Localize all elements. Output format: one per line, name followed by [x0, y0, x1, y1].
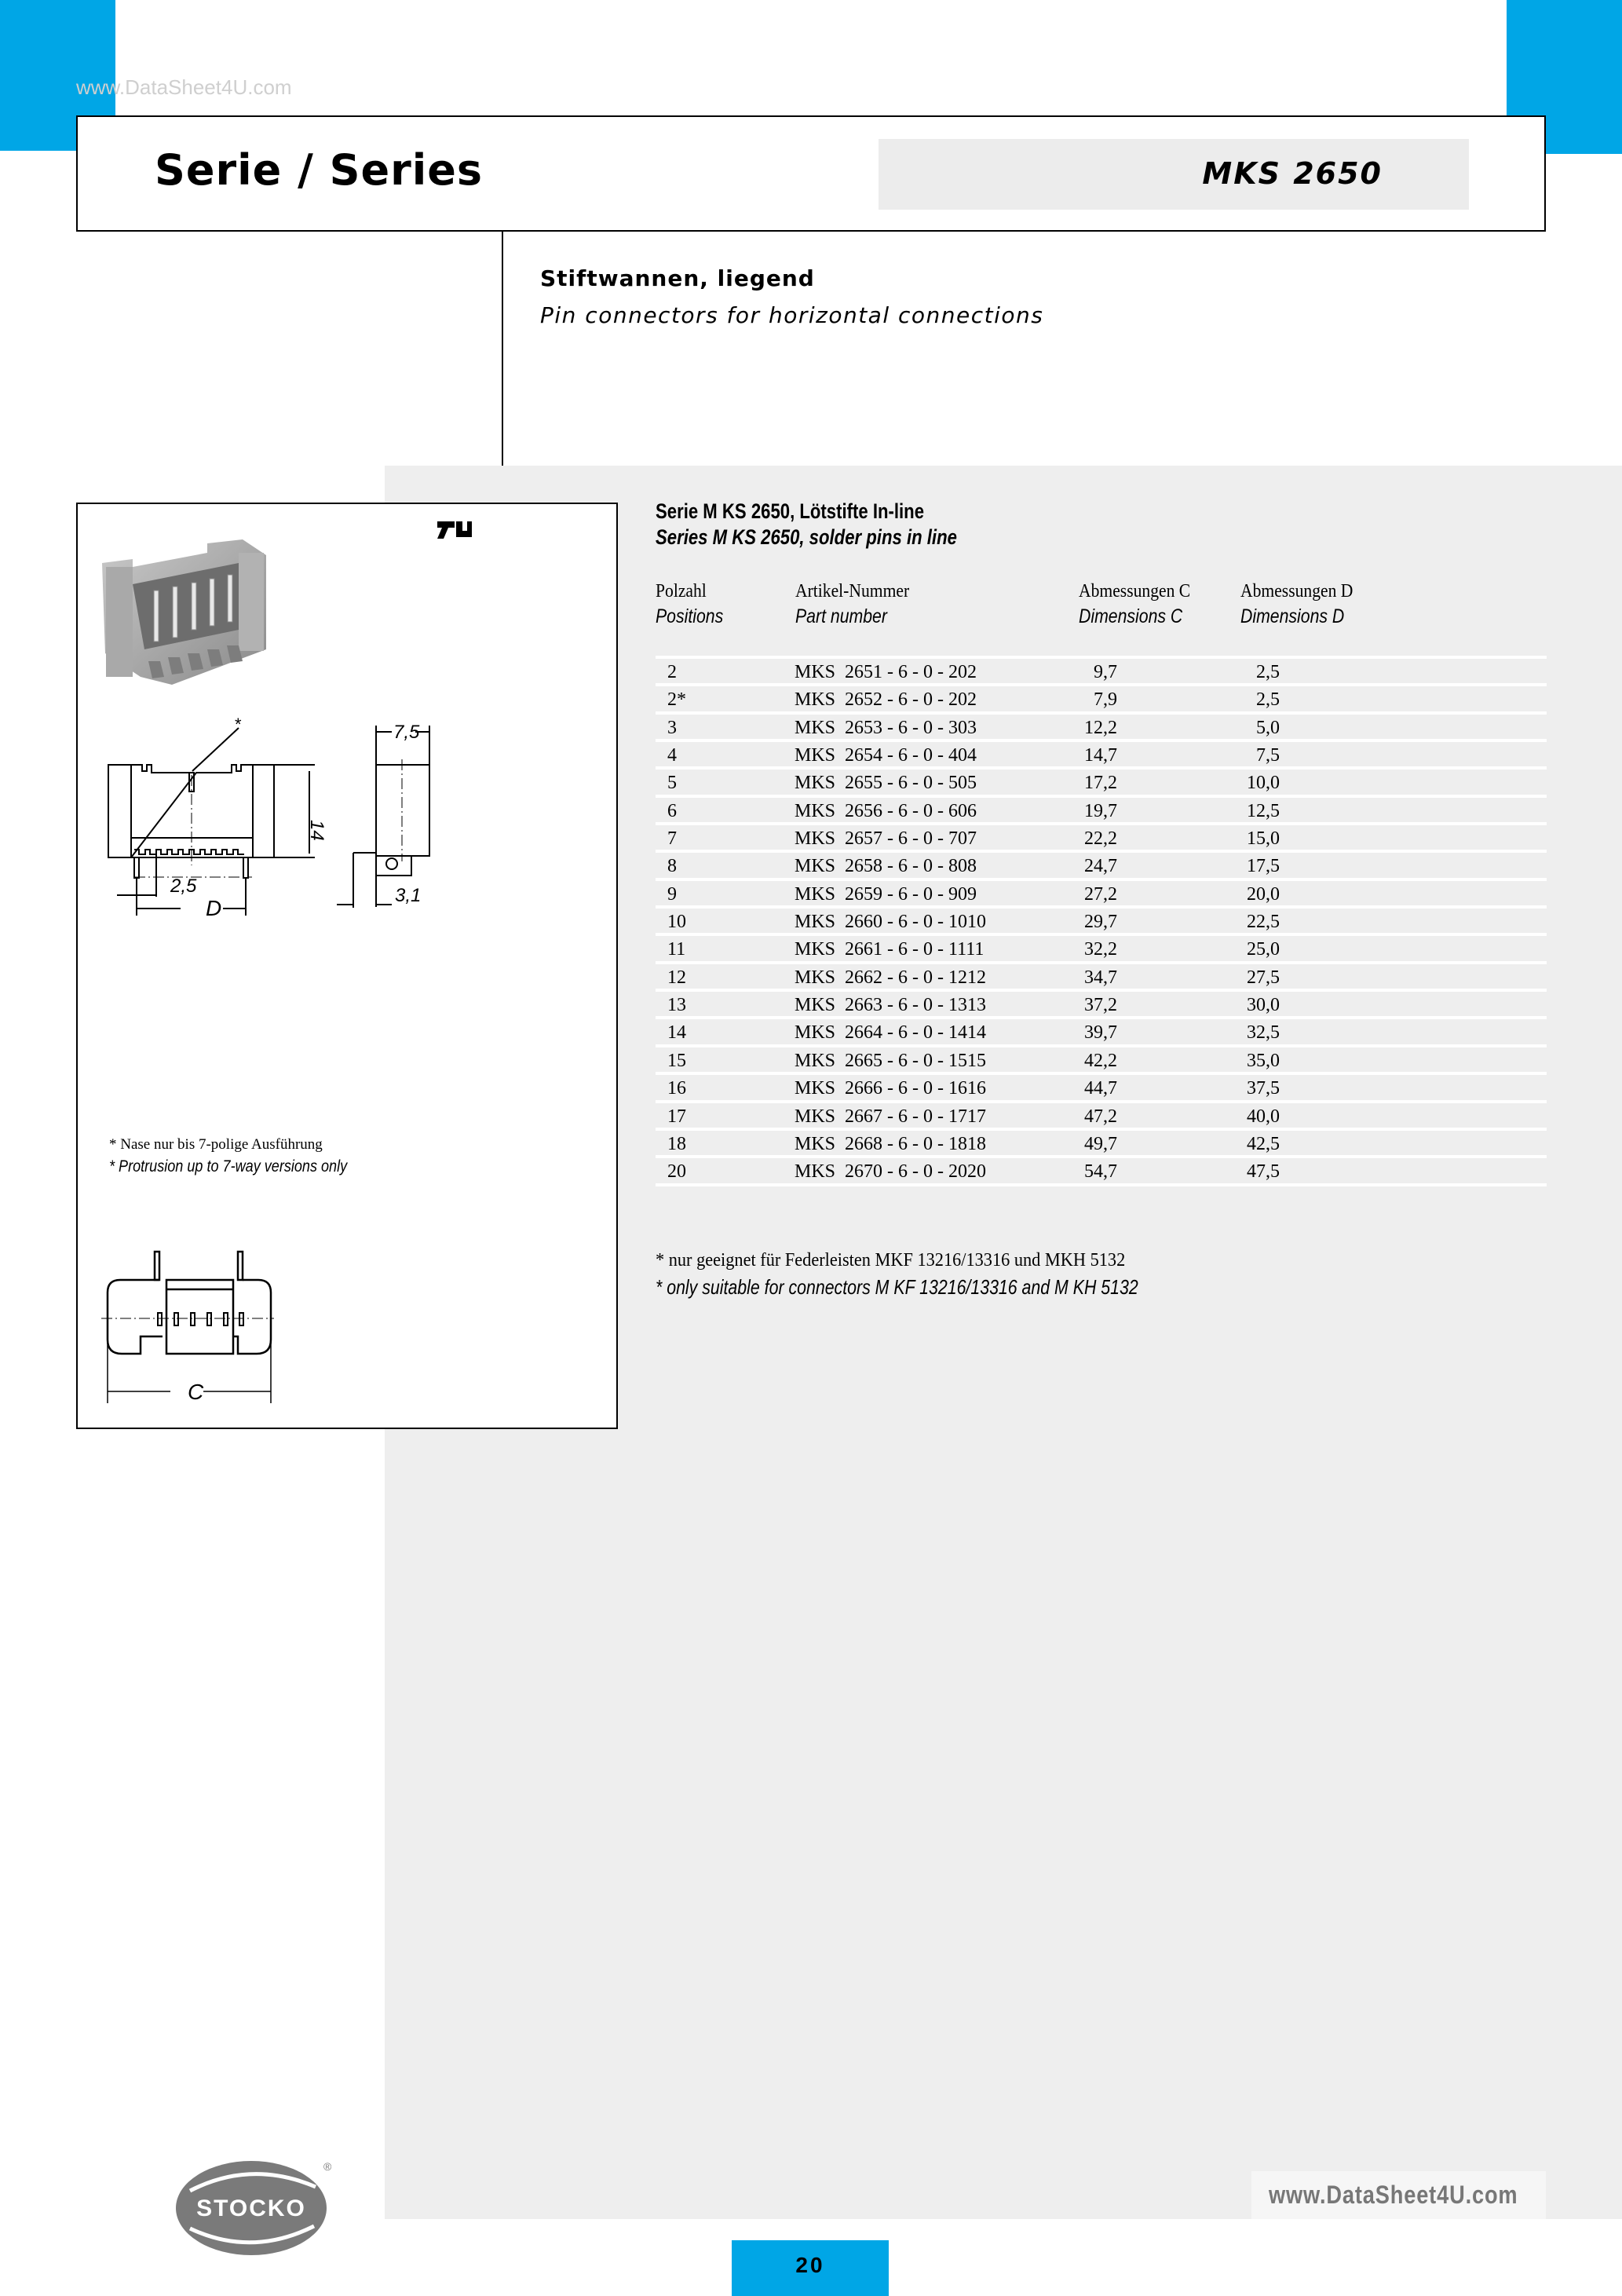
position-cell: 3: [667, 717, 677, 738]
series-label-box: [879, 139, 1469, 210]
table-row: [656, 1047, 1547, 1075]
series-name: MKS 2650: [1202, 156, 1383, 191]
dimension-d-cell: 47,5: [1247, 1161, 1280, 1183]
table-row: [656, 936, 1547, 963]
dimension-c-cell: 39,7: [1084, 1022, 1117, 1044]
subtitle-en: Pin connectors for horizontal connections: [540, 302, 1044, 328]
dimension-c-cell: 54,7: [1084, 1161, 1117, 1183]
position-cell: 13: [667, 995, 686, 1016]
page-number-box: [732, 2240, 889, 2296]
figure-note-en: * Protrusion up to 7-way versions only: [109, 1157, 348, 1175]
dim-d-label: D: [206, 896, 222, 920]
dimension-c-cell: 34,7: [1084, 967, 1117, 988]
dimension-c-cell: 9,7: [1094, 662, 1117, 682]
table-row: [656, 686, 1547, 714]
table-row: [656, 881, 1547, 909]
position-cell: 17: [667, 1106, 686, 1127]
divider-line: [502, 232, 503, 466]
table-row: [656, 1019, 1547, 1047]
dimension-d-cell: 35,0: [1247, 1050, 1280, 1071]
table-row: [656, 1158, 1547, 1186]
figure-note-de: * Nase nur bis 7-polige Ausführung: [109, 1136, 323, 1153]
table-title-de: Serie M KS 2650, Lötstifte In-line: [656, 499, 925, 523]
position-cell: 20: [667, 1161, 686, 1183]
position-cell: 18: [667, 1133, 686, 1154]
table-row: [656, 770, 1547, 797]
dimension-d-cell: 20,0: [1247, 883, 1280, 905]
page-number: 20: [795, 2253, 825, 2277]
column-header-part-number: Artikel-Nummer Part number: [795, 581, 910, 627]
table-row: [656, 825, 1547, 853]
part-number-cell: MKS 2668 - 6 - 0 - 1818: [795, 1133, 986, 1154]
page-title: Serie / Series: [155, 145, 484, 195]
part-number-cell: MKS 2654 - 6 - 0 - 404: [795, 745, 977, 766]
watermark-footer[interactable]: www.DataSheet4U.com: [1269, 2181, 1518, 2209]
front-view-drawing: [108, 726, 429, 916]
position-cell: 4: [667, 745, 677, 766]
table-row: [656, 992, 1547, 1019]
watermark-top[interactable]: www.DataSheet4U.com: [76, 75, 292, 99]
parts-table: [656, 656, 1547, 1186]
dimension-d-cell: 27,5: [1247, 967, 1280, 988]
dim-pin-offset-label: 3,1: [395, 885, 422, 906]
part-number-cell: MKS 2670 - 6 - 0 - 2020: [795, 1161, 986, 1183]
table-title-en: Series M KS 2650, solder pins in line: [656, 525, 957, 549]
dimension-d-cell: 32,5: [1247, 1022, 1280, 1044]
dimension-c-cell: 49,7: [1084, 1133, 1117, 1154]
position-cell: 16: [667, 1078, 686, 1099]
dimension-d-cell: 17,5: [1247, 856, 1280, 877]
table-row: [656, 659, 1547, 686]
dimension-c-cell: 7,9: [1094, 689, 1117, 711]
position-cell: 2*: [667, 689, 686, 711]
part-number-cell: MKS 2659 - 6 - 0 - 909: [795, 883, 977, 905]
part-number-cell: MKS 2660 - 6 - 0 - 1010: [795, 912, 986, 933]
dimension-d-cell: 37,5: [1247, 1078, 1280, 1099]
part-number-cell: MKS 2667 - 6 - 0 - 1717: [795, 1106, 986, 1127]
dim-pitch-label: 2,5: [170, 876, 197, 897]
column-header-dimensions-d: Abmessungen D Dimensions D: [1240, 581, 1353, 627]
table-row: [656, 715, 1547, 742]
dimension-c-cell: 32,2: [1084, 939, 1117, 960]
dimension-d-cell: 12,5: [1247, 800, 1280, 821]
position-cell: 6: [667, 800, 677, 821]
position-cell: 14: [667, 1022, 686, 1044]
dimension-c-cell: 17,2: [1084, 773, 1117, 794]
dimension-c-cell: 22,2: [1084, 828, 1117, 850]
table-row: [656, 1075, 1547, 1102]
column-header-dimensions-c: Abmessungen C Dimensions C: [1079, 581, 1191, 627]
table-row: [656, 964, 1547, 992]
dimension-c-cell: 29,7: [1084, 912, 1117, 933]
svg-text:®: ®: [323, 2160, 331, 2173]
part-number-cell: MKS 2652 - 6 - 0 - 202: [795, 689, 977, 711]
table-row: [656, 798, 1547, 825]
dimension-c-cell: 47,2: [1084, 1106, 1117, 1127]
stocko-logo: [174, 2159, 331, 2261]
dim-height-label: 14: [306, 820, 327, 841]
part-number-cell: MKS 2651 - 6 - 0 - 202: [795, 662, 977, 682]
table-footnote-de: * nur geeignet für Federleisten MKF 13216/13316 und MKH 5132: [656, 1250, 1126, 1270]
dimension-c-cell: 37,2: [1084, 995, 1117, 1016]
dimension-c-cell: 27,2: [1084, 883, 1117, 905]
column-header-positions: Polzahl Positions: [656, 581, 724, 627]
dimension-d-cell: 15,0: [1247, 828, 1280, 850]
part-number-cell: MKS 2663 - 6 - 0 - 1313: [795, 995, 986, 1016]
subtitle-de: Stiftwannen, liegend: [540, 265, 815, 291]
dim-depth-label: 7,5: [393, 722, 420, 743]
watermark-footer-box: [1251, 2171, 1546, 2219]
dimension-c-cell: 12,2: [1084, 717, 1117, 738]
part-number-cell: MKS 2665 - 6 - 0 - 1515: [795, 1050, 986, 1071]
part-number-cell: MKS 2662 - 6 - 0 - 1212: [795, 967, 986, 988]
position-cell: 2: [667, 662, 677, 682]
table-row: [656, 1131, 1547, 1158]
table-row: [656, 909, 1547, 936]
part-number-cell: MKS 2655 - 6 - 0 - 505: [795, 773, 977, 794]
dimension-c-cell: 14,7: [1084, 745, 1117, 766]
table-row: [656, 742, 1547, 770]
position-cell: 7: [667, 828, 677, 850]
svg-text:STOCKO: STOCKO: [196, 2195, 306, 2221]
dimension-d-cell: 40,0: [1247, 1106, 1280, 1127]
part-number-cell: MKS 2666 - 6 - 0 - 1616: [795, 1078, 986, 1099]
dimension-d-cell: 25,0: [1247, 939, 1280, 960]
table-footnote-en: * only suitable for connectors M KF 13216/13316 and M KH 5132: [656, 1275, 1138, 1299]
page-header: [76, 115, 1546, 232]
dimension-d-cell: 5,0: [1256, 717, 1280, 738]
dimension-d-cell: 22,5: [1247, 912, 1280, 933]
position-cell: 11: [667, 939, 686, 960]
position-cell: 15: [667, 1050, 686, 1071]
technical-drawing: [78, 504, 619, 1431]
dimension-d-cell: 30,0: [1247, 995, 1280, 1016]
dimension-d-cell: 10,0: [1247, 773, 1280, 794]
connector-photo: [102, 539, 266, 685]
dimension-d-cell: 2,5: [1256, 689, 1280, 711]
ul-approval-icon: [437, 521, 472, 539]
dimension-c-cell: 44,7: [1084, 1078, 1117, 1099]
table-row: [656, 853, 1547, 880]
dimension-d-cell: 7,5: [1256, 745, 1280, 766]
position-cell: 9: [667, 883, 677, 905]
part-number-cell: MKS 2658 - 6 - 0 - 808: [795, 856, 977, 877]
part-number-cell: MKS 2664 - 6 - 0 - 1414: [795, 1022, 986, 1044]
table-row: [656, 1103, 1547, 1131]
dimension-c-cell: 19,7: [1084, 800, 1117, 821]
dimension-c-cell: 24,7: [1084, 856, 1117, 877]
dimension-d-cell: 2,5: [1256, 662, 1280, 682]
part-number-cell: MKS 2653 - 6 - 0 - 303: [795, 717, 977, 738]
position-cell: 10: [667, 912, 686, 933]
position-cell: 5: [667, 773, 677, 794]
figure-panel: [76, 503, 618, 1429]
asterisk-label: *: [235, 715, 242, 734]
dim-c-label: C: [188, 1380, 204, 1404]
position-cell: 12: [667, 967, 686, 988]
part-number-cell: MKS 2661 - 6 - 0 - 1111: [795, 939, 985, 960]
dimension-d-cell: 42,5: [1247, 1133, 1280, 1154]
dimension-c-cell: 42,2: [1084, 1050, 1117, 1071]
position-cell: 8: [667, 856, 677, 877]
part-number-cell: MKS 2656 - 6 - 0 - 606: [795, 800, 977, 821]
part-number-cell: MKS 2657 - 6 - 0 - 707: [795, 828, 977, 850]
